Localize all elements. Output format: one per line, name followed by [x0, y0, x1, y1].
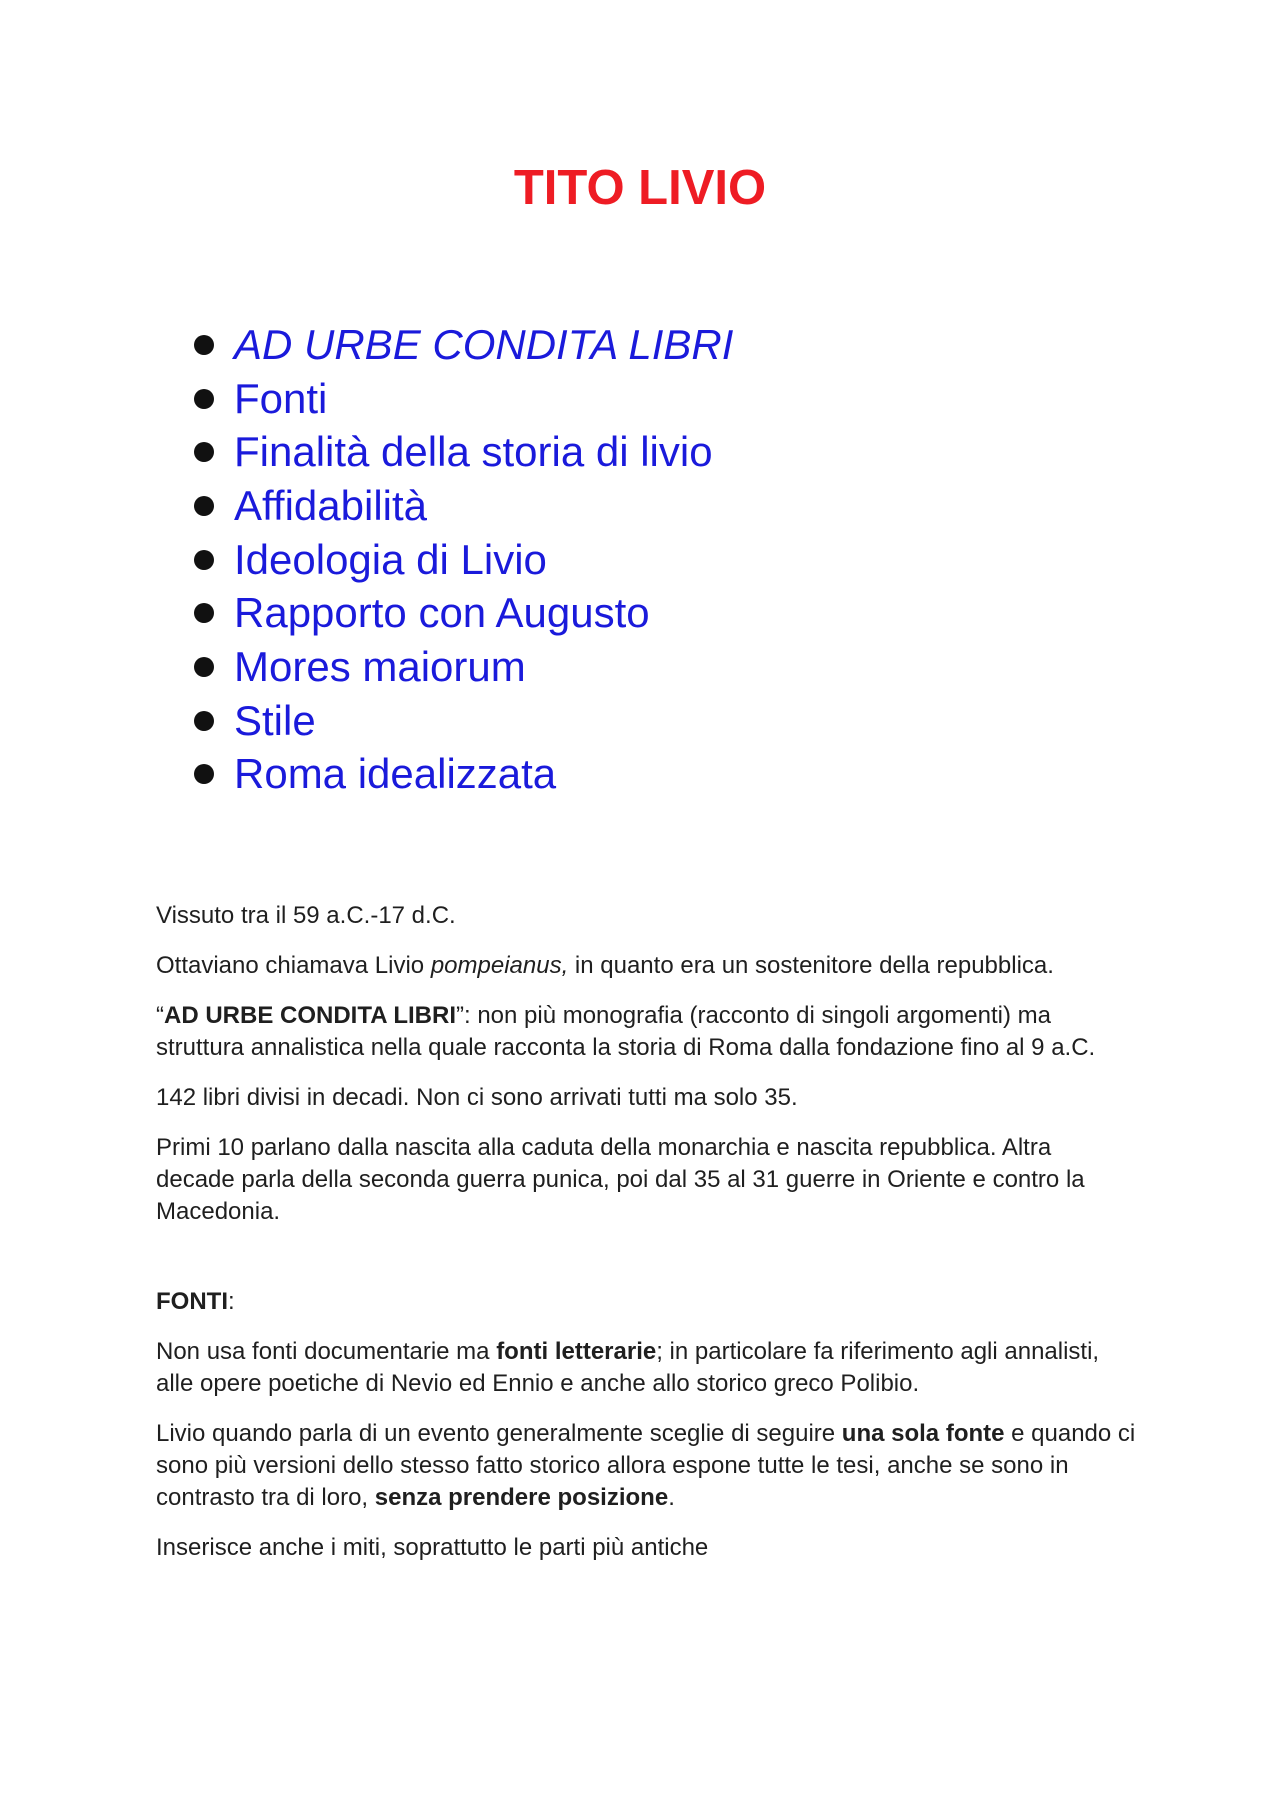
topic-item: [194, 694, 733, 748]
topic-label: Ideologia di Livio: [234, 535, 547, 583]
bullet-icon: [194, 764, 214, 784]
topic-item: [194, 640, 733, 694]
italic-text: pompeianus,: [430, 952, 569, 979]
text-run: Primi 10 parlano dalla nascita alla caduta della monarchia e nascita repubblica. Altra decade parla della seconda guerra punica, poi dal 35 al 31 guerre in Oriente e contro la Macedonia.: [156, 1134, 1085, 1225]
topic-item: [194, 533, 733, 587]
text-run: ”: non più monografia (racconto di singoli argomenti) ma struttura annalistica nella quale racconta la storia di Roma dalla fondazione fino al 9 a.C.: [156, 1002, 1096, 1061]
topic-item: [194, 425, 733, 479]
topic-item: [194, 479, 733, 533]
topic-item: [194, 748, 733, 802]
topic-list: [194, 318, 733, 801]
topic-label: Roma idealizzata: [234, 750, 557, 798]
topic-label: Fonti: [234, 374, 328, 422]
text-run: Livio quando parla di un evento generalmente sceglie di seguire: [156, 1420, 842, 1447]
text-run: “: [156, 1002, 164, 1029]
bullet-icon: [194, 603, 214, 623]
bold-text: una sola fonte: [841, 1420, 1005, 1447]
text-run: Non usa fonti documentarie ma: [156, 1338, 497, 1365]
text-run: :: [228, 1288, 235, 1315]
topic-label: AD URBE CONDITA LIBRI: [234, 320, 734, 368]
topic-label: Affidabilità: [234, 481, 428, 529]
topic-label: Finalità della storia di livio: [234, 428, 713, 476]
paragraph: [156, 1532, 1136, 1564]
topic-label: Rapporto con Augusto: [234, 589, 650, 637]
topic-item: [194, 586, 733, 640]
bullet-icon: [194, 389, 214, 409]
bullet-icon: [194, 496, 214, 516]
text-run: e quando ci sono più versioni dello stesso fatto storico allora espone tutte le tesi, anche se sono in contrasto tra di loro,: [156, 1420, 1136, 1511]
paragraph: [156, 1336, 1136, 1400]
paragraph: [156, 1286, 1136, 1318]
text-run: 142 libri divisi in decadi. Non ci sono arrivati tutti ma solo 35.: [156, 1084, 798, 1111]
bullet-icon: [194, 657, 214, 677]
topic-item: [194, 372, 733, 426]
body-text: [156, 900, 1136, 1582]
bold-text: FONTI: [156, 1288, 228, 1315]
paragraph: [156, 1082, 1136, 1114]
bold-text: AD URBE CONDITA LIBRI: [164, 1002, 456, 1029]
text-run: .: [668, 1484, 675, 1511]
bullet-icon: [194, 335, 214, 355]
text-run: ; in particolare fa riferimento agli annalisti, alle opere poetiche di Nevio ed Ennio e anche allo storico greco Polibio.: [156, 1338, 1100, 1397]
paragraph: [156, 950, 1136, 982]
paragraph: [156, 1000, 1136, 1064]
paragraph: [156, 1418, 1136, 1514]
text-run: Ottaviano chiamava Livio: [156, 952, 431, 979]
topic-label: Stile: [234, 696, 316, 744]
text-run: Inserisce anche i miti, soprattutto le parti più antiche: [156, 1534, 709, 1561]
page-title: TITO LIVIO: [513, 161, 767, 215]
paragraph: [156, 1132, 1136, 1228]
text-run: in quanto era un sostenitore della repubblica.: [568, 952, 1054, 979]
bullet-icon: [194, 711, 214, 731]
topic-label: Mores maiorum: [234, 642, 526, 690]
bullet-icon: [194, 550, 214, 570]
paragraph: [156, 900, 1136, 932]
bold-text: fonti letterarie: [496, 1338, 657, 1365]
bullet-icon: [194, 442, 214, 462]
topic-item: [194, 318, 733, 372]
text-run: Vissuto tra il 59 a.C.-17 d.C.: [156, 902, 456, 929]
bold-text: senza prendere posizione: [374, 1484, 669, 1511]
